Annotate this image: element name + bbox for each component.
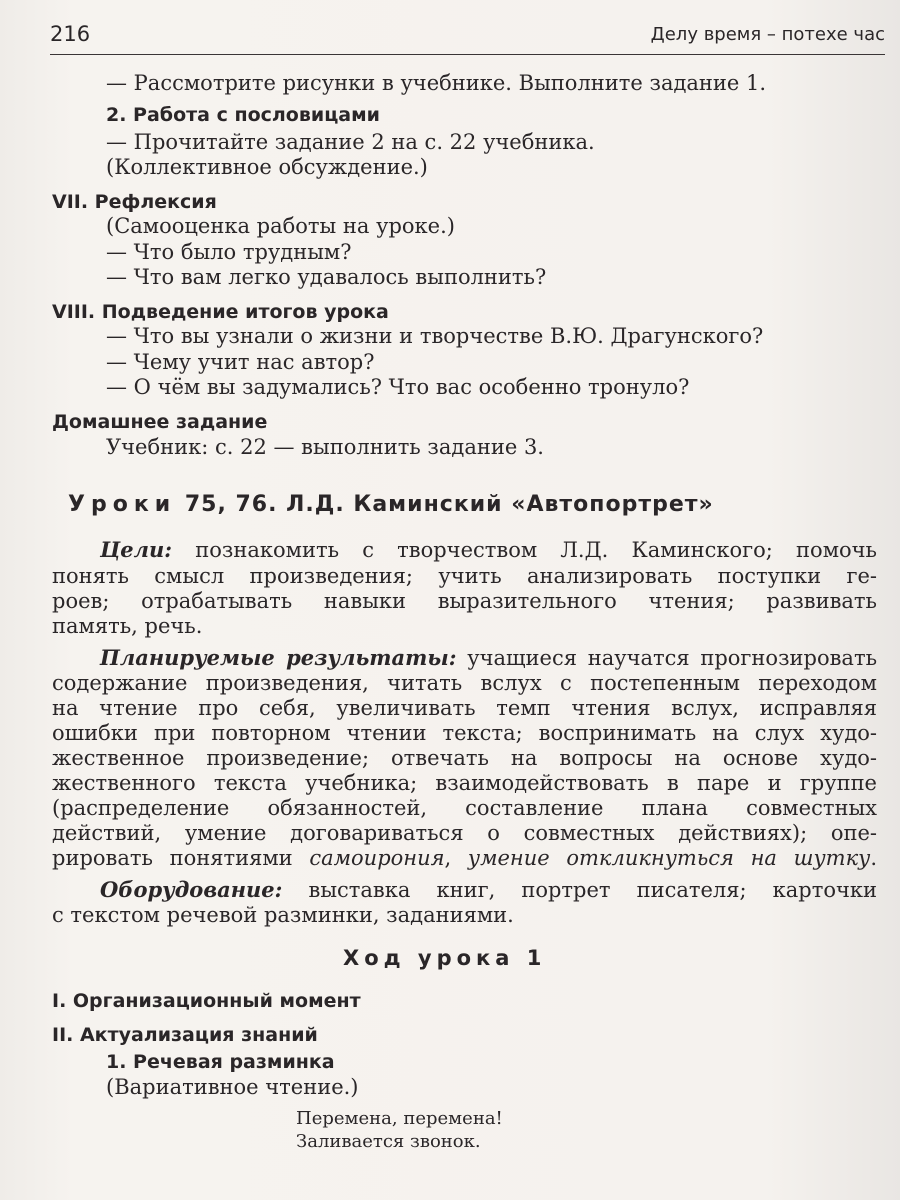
section-heading: I. Организационный момент xyxy=(52,990,361,1012)
paragraph-line xyxy=(52,820,877,846)
text-line: — Рассмотрите рисунки в учебнике. Выполните задание 1. xyxy=(106,71,767,95)
lesson-title-prefix: Уроки xyxy=(68,492,177,517)
running-title: Делу время – потехе час xyxy=(650,24,885,45)
paragraph-line: память, речь. xyxy=(52,614,203,638)
subheading: 2. Работа с пословицами xyxy=(106,104,380,126)
text-line: Учебник: с. 22 — выполнить задание 3. xyxy=(106,435,544,459)
text-line: (Коллективное обсуждение.) xyxy=(106,155,428,179)
text-line: (Самооценка работы на уроке.) xyxy=(106,214,455,238)
goals-text: понять смысл произведения; учить анализировать поступки ге- xyxy=(52,564,877,588)
goals-label: Цели: xyxy=(100,537,173,562)
paragraph-line xyxy=(100,537,877,563)
results-text: жественное произведение; отвечать на вопросы на основе худо- xyxy=(52,746,877,770)
text-line: — Прочитайте задание 2 на с. 22 учебника. xyxy=(106,130,595,154)
results-text: содержание произведения, читать вслух с постепенным переходом xyxy=(52,671,877,695)
paragraph-line xyxy=(52,695,877,721)
goals-text: роев; отрабатывать навыки выразительного чтения; развивать xyxy=(52,589,877,613)
comma: , xyxy=(444,846,452,870)
lesson-title xyxy=(68,492,714,517)
section-heading: VIII. Подведение итогов урока xyxy=(52,301,389,323)
text-line: — Чему учит нас автор? xyxy=(106,350,375,374)
course-heading: Ход урока 1 xyxy=(343,946,547,970)
period: . xyxy=(870,846,877,870)
paragraph-line xyxy=(100,645,877,671)
section-heading: II. Актуализация знаний xyxy=(52,1024,318,1046)
subheading: 1. Речевая разминка xyxy=(106,1051,335,1073)
results-text: рировать понятиями xyxy=(52,846,293,870)
paragraph-line xyxy=(52,770,877,796)
paragraph-line xyxy=(52,845,877,871)
paragraph-line xyxy=(52,745,877,771)
page-header xyxy=(50,22,885,55)
paragraph-line xyxy=(52,720,877,746)
results-text: действий, умение договариваться о совместных действиях); опе- xyxy=(52,821,877,845)
goals-text: познакомить с творчеством Л.Д. Каминского; помочь xyxy=(195,538,877,562)
results-label: Планируемые результаты: xyxy=(100,645,457,670)
section-heading: VII. Рефлексия xyxy=(52,191,217,213)
equipment-label: Оборудование: xyxy=(100,877,283,902)
paragraph-line xyxy=(100,877,877,903)
paragraph-line: с текстом речевой разминки, заданиями. xyxy=(52,903,514,927)
results-text: на чтение про себя, увеличивать темп чтения вслух, исправляя xyxy=(52,696,877,720)
results-text: жественного текста учебника; взаимодействовать в паре и группе xyxy=(52,771,877,795)
lesson-title-rest: 75, 76. Л.Д. Каминский «Автопортрет» xyxy=(184,492,714,517)
results-text: учащиеся научатся прогнозировать xyxy=(467,646,877,670)
section-heading: Домашнее задание xyxy=(52,411,268,433)
paragraph-line xyxy=(52,563,877,589)
paragraph-line xyxy=(52,795,877,821)
text-line: (Вариативное чтение.) xyxy=(106,1075,359,1099)
results-text: (распределение обязанностей, составление плана совместных xyxy=(52,796,877,820)
results-text: ошибки при повторном чтении текста; воспринимать на слух худо- xyxy=(52,721,877,745)
poem-line: Перемена, перемена! xyxy=(296,1108,503,1129)
text-line: — О чём вы задумались? Что вас особенно тронуло? xyxy=(106,375,690,399)
term-respond-to-joke: умение откликнуться на шутку xyxy=(467,846,871,870)
text-line: — Что вы узнали о жизни и творчестве В.Ю. Драгунского? xyxy=(106,324,764,348)
equipment-text: выставка книг, портрет писателя; карточки xyxy=(308,878,877,902)
paragraph-line xyxy=(52,588,877,614)
term-self-irony: самоирония xyxy=(309,846,445,870)
page-number: 216 xyxy=(50,22,91,46)
paragraph-line xyxy=(52,670,877,696)
text-line: — Что вам легко удавалось выполнить? xyxy=(106,265,547,289)
text-line: — Что было трудным? xyxy=(106,240,352,264)
poem-line: Заливается звонок. xyxy=(296,1131,481,1152)
